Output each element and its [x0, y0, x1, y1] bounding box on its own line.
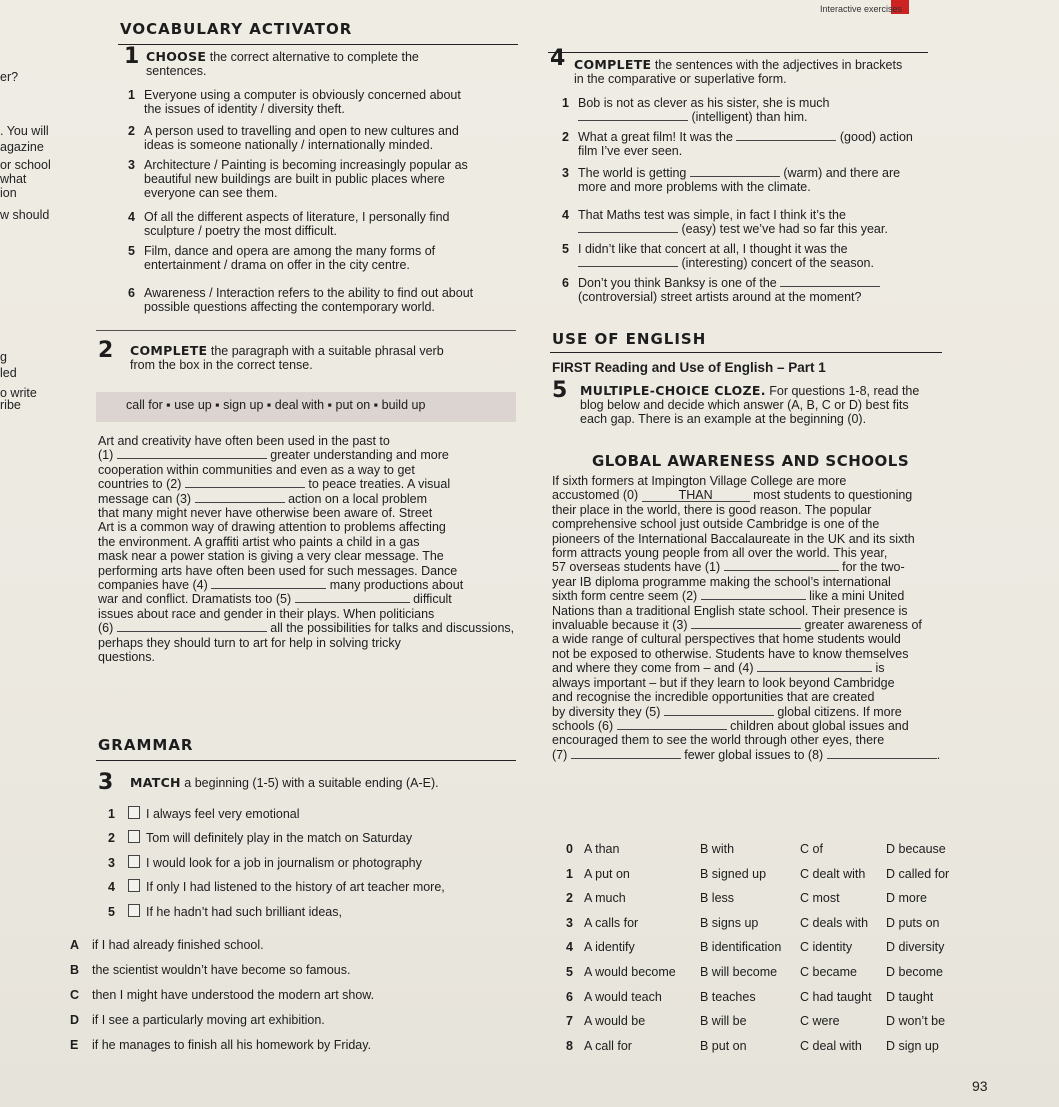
- answer-box[interactable]: [128, 806, 140, 819]
- answer-blank[interactable]: [827, 748, 937, 759]
- option-choice[interactable]: B put on: [700, 1038, 747, 1053]
- option-number: 3: [566, 915, 573, 930]
- option-choice[interactable]: C deal with: [800, 1038, 862, 1053]
- option-choice[interactable]: D sign up: [886, 1038, 939, 1053]
- divider: [548, 52, 928, 53]
- exercise-number: 2: [98, 338, 114, 363]
- match-beginning: 2 Tom will definitely play in the match on Saturday: [108, 831, 413, 845]
- option-choice[interactable]: C were: [800, 1014, 840, 1029]
- edge-fragment: what: [0, 172, 27, 186]
- answer-blank[interactable]: [690, 166, 780, 177]
- option-choice[interactable]: D puts on: [886, 915, 940, 930]
- list-item: 5 Film, dance and opera are among the many forms of entertainment / drama on offer in the city centre.: [128, 244, 436, 272]
- list-item: 2 What a great film! It was the (good) action film I’ve ever seen.: [562, 130, 913, 158]
- answer-box[interactable]: [128, 904, 140, 917]
- exercise-number: 5: [552, 378, 568, 403]
- divider: [96, 760, 516, 761]
- answer-blank[interactable]: [117, 621, 267, 632]
- answer-blank[interactable]: [578, 222, 678, 233]
- option-number: 5: [566, 965, 573, 979]
- match-ending: E if he manages to finish all his homework by Friday.: [70, 1038, 372, 1052]
- answer-blank[interactable]: [211, 578, 326, 589]
- list-item: 6 Don’t you think Banksy is one of the (controversial) street artists around at the moment?: [562, 276, 962, 304]
- option-choice[interactable]: C of: [800, 842, 823, 856]
- option-choice[interactable]: B teaches: [700, 989, 756, 1004]
- answer-blank[interactable]: [780, 276, 880, 287]
- list-item: 5 I didn’t like that concert at all, I thought it was the (interesting) concert of the season.: [562, 242, 874, 270]
- answer-blank[interactable]: [578, 110, 688, 121]
- exercise-number: 4: [550, 46, 566, 71]
- exercise-2-instructions: COMPLETE the paragraph with a suitable phrasal verb from the box in the correct tense.: [130, 343, 444, 372]
- answer-blank[interactable]: [617, 719, 727, 730]
- answer-blank[interactable]: [757, 661, 872, 672]
- edge-fragment: ion: [0, 186, 17, 200]
- match-beginning: 4 If only I had listened to the history of art teacher more,: [108, 880, 445, 894]
- answer-box[interactable]: [128, 855, 140, 868]
- edge-fragment: ribe: [0, 398, 21, 412]
- match-ending: A if I had already finished school.: [70, 938, 264, 952]
- exercise-3-instructions: MATCH a beginning (1-5) with a suitable ending (A-E).: [130, 775, 439, 790]
- list-item: 2 A person used to travelling and open to new cultures and ideas is someone nationally / internationally minded.: [128, 124, 459, 152]
- answer-blank[interactable]: [117, 448, 267, 459]
- option-choice[interactable]: B less: [700, 891, 735, 906]
- option-number: 0: [566, 842, 573, 856]
- option-number: 6: [566, 989, 573, 1004]
- option-choice[interactable]: A than: [584, 842, 620, 856]
- answer-blank[interactable]: [664, 705, 774, 716]
- edge-fragment: er?: [0, 70, 19, 84]
- match-beginning: 1 I always feel very emotional: [108, 807, 300, 821]
- edge-fragment: g: [0, 350, 7, 364]
- instruction-keyword: MULTIPLE-CHOICE CLOZE.: [580, 383, 766, 398]
- match-beginning: 5 If he hadn’t had such brilliant ideas,: [108, 905, 342, 919]
- option-choice[interactable]: A identify: [584, 940, 635, 955]
- answer-blank[interactable]: [578, 256, 678, 267]
- option-choice[interactable]: B will be: [700, 1014, 747, 1029]
- option-number: 7: [566, 1014, 573, 1029]
- answer-blank[interactable]: [195, 492, 285, 503]
- exercise-number: 1: [124, 44, 140, 69]
- list-item: 3 The world is getting (warm) and there are more and more problems with the climate.: [562, 166, 901, 194]
- answer-box[interactable]: [128, 879, 140, 892]
- option-choice[interactable]: A call for: [584, 1038, 632, 1053]
- match-ending: B the scientist wouldn’t have become so famous.: [70, 963, 351, 977]
- option-choice[interactable]: C dealt with: [800, 866, 866, 881]
- option-choice[interactable]: C identity: [800, 940, 853, 955]
- option-choice[interactable]: B identification: [700, 940, 782, 955]
- match-beginning: 3 I would look for a job in journalism or photography: [108, 856, 422, 870]
- option-choice[interactable]: B with: [700, 842, 735, 856]
- match-ending: C then I might have understood the modern art show.: [70, 988, 375, 1002]
- page-number: 93: [972, 1078, 988, 1094]
- answer-blank[interactable]: [185, 477, 305, 488]
- list-item: 4 That Maths test was simple, in fact I think it’s the (easy) test we’ve had so far this year.: [562, 208, 888, 236]
- list-item: 3 Architecture / Painting is becoming increasingly popular as beautiful new buildings are built in public places where everyone can see them.: [128, 158, 468, 200]
- answer-blank[interactable]: [571, 748, 681, 759]
- option-choice[interactable]: C became: [800, 965, 857, 979]
- cloze-text: If sixth formers at Impington Village College are more accustomed (0) THAN most students to questioning their place in the world, there is good reason. The popular comprehensive school just outside Cambridge is one of the pioneers of the International Baccalaureate in the UK and its sixth form attracts young people from all over the world. This year, 57 overseas students have (1) for the two- year IB diploma programme making the school’s international sixth form centre seem (2) like a mini United Nations than a traditional English state school. Their presence is invaluable because it (3) greater awareness of a wide range of cultural perspectives that home students would not be exposed to otherwise. Students have to know themselves and where they come from – and (4) is always important – but if they learn to look beyond Cambridge and recognise the incredible opportunities that are created by diversity they (5) global citizens. If more schools (6) children about global issues and encouraged them to see the world through other eyes, there (7) fewer global issues to (8) .: [552, 474, 941, 762]
- answer-blank[interactable]: [295, 592, 410, 603]
- edge-fragment: or school: [0, 158, 51, 172]
- option-choice[interactable]: A much: [584, 891, 626, 906]
- option-choice[interactable]: B signed up: [700, 866, 767, 881]
- option-choice[interactable]: B signs up: [700, 915, 759, 930]
- section-title-grammar: GRAMMAR: [98, 736, 194, 754]
- option-choice[interactable]: C most: [800, 891, 840, 906]
- option-choice[interactable]: D won’t be: [886, 1014, 946, 1029]
- list-item: 1 Everyone using a computer is obviously concerned about the issues of identity / diversity theft.: [128, 88, 461, 116]
- divider: [550, 352, 942, 353]
- option-choice[interactable]: D diversity: [886, 940, 945, 955]
- exercise-4-instructions: COMPLETE the sentences with the adjectives in brackets in the comparative or superlative form.: [574, 57, 903, 86]
- option-choice[interactable]: A calls for: [584, 915, 639, 930]
- instruction-keyword: COMPLETE: [574, 57, 652, 72]
- answer-blank[interactable]: [724, 560, 839, 571]
- option-number: 2: [566, 891, 573, 906]
- edge-fragment: . You will: [0, 124, 49, 138]
- option-number: 1: [566, 866, 573, 881]
- section-title-vocabulary: VOCABULARY ACTIVATOR: [120, 20, 353, 38]
- example-answer: THAN: [642, 490, 750, 502]
- section-subtitle: FIRST Reading and Use of English – Part 1: [552, 360, 826, 375]
- edge-fragment: o write: [0, 386, 37, 400]
- option-choice[interactable]: C deals with: [800, 915, 869, 930]
- cloze-title: GLOBAL AWARENESS AND SCHOOLS: [592, 452, 910, 470]
- option-choice[interactable]: A put on: [584, 866, 630, 881]
- answer-blank[interactable]: [701, 589, 806, 600]
- option-choice[interactable]: A would be: [584, 1014, 646, 1029]
- answer-blank[interactable]: [691, 618, 801, 629]
- interactive-exercises-label[interactable]: Interactive exercises: [820, 4, 903, 14]
- option-choice[interactable]: A would become: [584, 965, 676, 979]
- answer-box[interactable]: [128, 830, 140, 843]
- divider: [118, 44, 518, 45]
- option-choice[interactable]: D because: [886, 842, 946, 856]
- list-item: 6 Awareness / Interaction refers to the ability to find out about possible questions affecting the contemporary world.: [128, 286, 474, 314]
- list-item: 4 Of all the different aspects of literature, I personally find sculpture / poetry the most difficult.: [128, 210, 450, 238]
- option-choice[interactable]: A would teach: [584, 989, 662, 1004]
- instruction-keyword: COMPLETE: [130, 343, 208, 358]
- edge-fragment: agazine: [0, 140, 44, 154]
- exercise-5-instructions: MULTIPLE-CHOICE CLOZE. For questions 1-8, read the blog below and decide which answer (A, B, C or D) best fits each gap. There is an example at the beginning (0).: [580, 383, 920, 426]
- instruction-keyword: MATCH: [130, 775, 181, 790]
- section-title-use-of-english: USE OF ENGLISH: [552, 330, 707, 348]
- exercise-1-instructions: CHOOSE the correct alternative to complete the sentences.: [146, 49, 419, 78]
- divider: [96, 330, 516, 331]
- list-item: 1 Bob is not as clever as his sister, she is much (intelligent) than him.: [562, 96, 830, 124]
- exercise-2-paragraph: Art and creativity have often been used in the past to (1) greater understanding and more cooperation within communities and even as a way to get countries to (2) to peace treaties. A visual message can (3) action on a local problem that many might never have otherwise been aware of. Street Art is a common way of drawing attention to problems affecting the environment. A graffiti artist who paints a child in a gas mask near a power station is giving a very clear message. The performing arts have often been used for such messages. Dance companies have (4) many productions about war and conflict. Dramatists too (5) difficult issues about race and gender in their plays. When politicians (6) all the possibilities for talks and discussions, perhaps they should turn to art for help in solving tricky questions.: [98, 434, 515, 665]
- option-choice[interactable]: D become: [886, 965, 943, 979]
- edge-fragment: w should: [0, 208, 50, 222]
- option-choice[interactable]: D taught: [886, 989, 934, 1004]
- option-choice[interactable]: B will become: [700, 965, 778, 979]
- option-choice[interactable]: D more: [886, 891, 927, 906]
- option-number: 4: [566, 940, 573, 955]
- edge-fragment: led: [0, 366, 17, 380]
- option-number: 8: [566, 1038, 573, 1053]
- phrasal-verb-box: call for ▪ use up ▪ sign up ▪ deal with ▪ put on ▪ build up: [96, 392, 516, 422]
- match-ending: D if I see a particularly moving art exhibition.: [70, 1013, 325, 1027]
- exercise-number: 3: [98, 770, 114, 795]
- answer-blank[interactable]: [736, 130, 836, 141]
- instruction-keyword: CHOOSE: [146, 49, 207, 64]
- option-choice[interactable]: C had taught: [800, 989, 872, 1004]
- option-choice[interactable]: D called for: [886, 866, 950, 881]
